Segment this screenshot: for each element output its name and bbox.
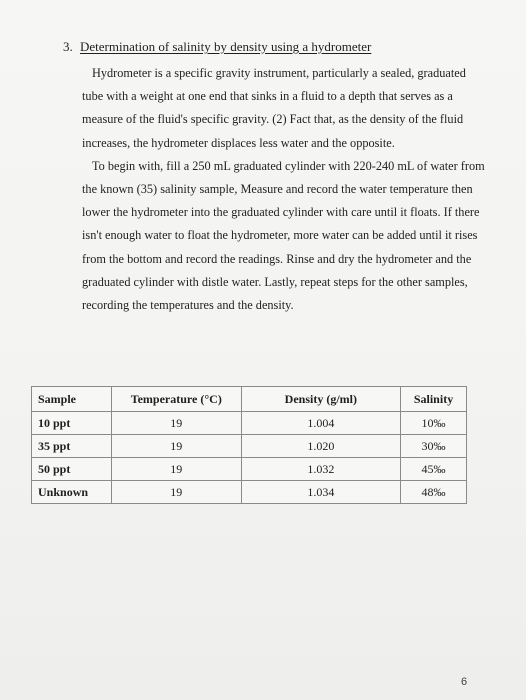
cell-density: 1.034	[241, 481, 400, 504]
cell-sample: Unknown	[32, 481, 112, 504]
cell-density: 1.004	[241, 412, 400, 435]
cell-sample: 10 ppt	[32, 412, 112, 435]
section-title: Determination of salinity by density using a hydrometer	[80, 39, 372, 54]
cell-density: 1.020	[241, 435, 400, 458]
cell-salinity: 48‰	[401, 481, 467, 504]
cell-sample: 35 ppt	[32, 435, 112, 458]
table-row	[32, 458, 467, 481]
header-salinity: Salinity	[401, 387, 467, 412]
cell-temperature: 19	[111, 435, 241, 458]
header-sample: Sample	[32, 387, 112, 412]
cell-salinity: 10‰	[401, 412, 467, 435]
section-body	[82, 62, 490, 317]
table-row	[32, 412, 467, 435]
cell-temperature: 19	[111, 481, 241, 504]
header-density: Density (g/ml)	[241, 387, 400, 412]
paragraph-intro: Hydrometer is a specific gravity instrument, particularly a sealed, graduated tube with a weight at one end that sinks in a fluid to a depth that serves as a measure of the fluid's specific gravity. (2) Fact that, as the density of the fluid increases, the hydrometer displaces less water and the opposite.	[82, 66, 466, 150]
cell-salinity: 30‰	[401, 435, 467, 458]
table-header-row	[32, 387, 467, 412]
results-table	[31, 386, 467, 504]
section-number: 3.	[63, 39, 73, 54]
section-heading	[63, 38, 371, 56]
table-row	[32, 435, 467, 458]
table-row	[32, 481, 467, 504]
cell-temperature: 19	[111, 412, 241, 435]
header-temperature: Temperature (°C)	[111, 387, 241, 412]
paragraph-procedure: To begin with, fill a 250 mL graduated cylinder with 220-240 mL of water from the known (35) salinity sample, Measure and record the water temperature then lower the hydrometer into the graduated cylinder with care until it floats. If there isn't enough water to float the hydrometer, more water can be added until it rises from the bottom and record the readings. Rinse and dry the hydrometer and the graduated cylinder with distle water. Lastly, repeat steps for the other samples, recording the temperatures and the density.	[82, 158, 485, 313]
cell-temperature: 19	[111, 458, 241, 481]
cell-density: 1.032	[241, 458, 400, 481]
cell-salinity: 45‰	[401, 458, 467, 481]
page-number: 6	[461, 676, 468, 688]
cell-sample: 50 ppt	[32, 458, 112, 481]
